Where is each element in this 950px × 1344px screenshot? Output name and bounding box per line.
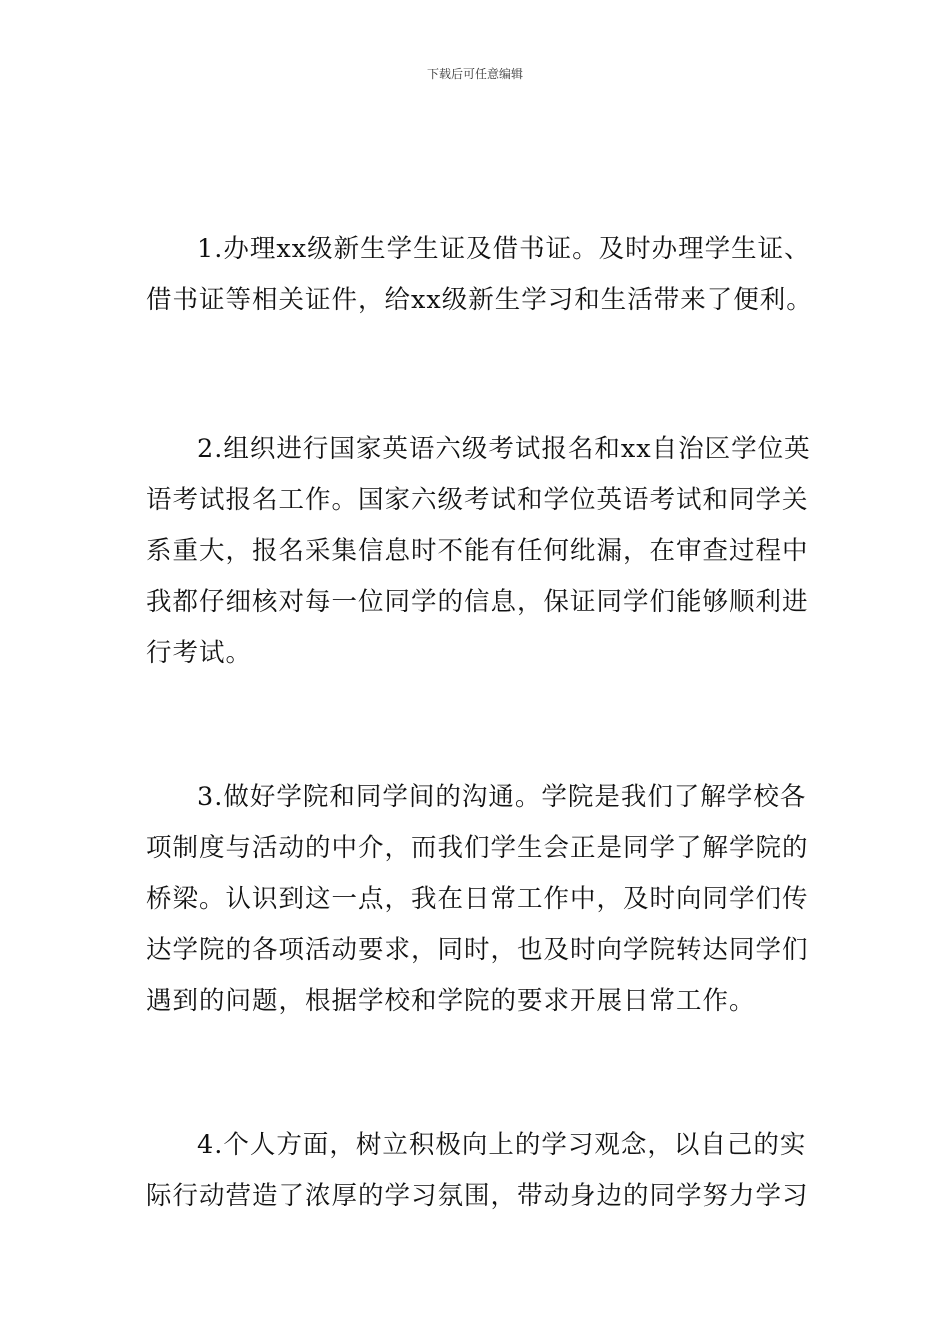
- paragraph-2: 2.组织进行国家英语六级考试报名和xx自治区学位英语考试报名工作。国家六级考试和学位英语考试和同学关系重大，报名采集信息时不能有任何纰漏，在审查过程中我都仔细核对每一位同学的信息，保证同学们能够顺利进行考试。: [146, 434, 811, 668]
- paragraph-1: 1.办理xx级新生学生证及借书证。及时办理学生证、借书证等相关证件，给xx级新生学习和生活带来了便利。: [146, 234, 813, 315]
- paragraph-4: 4.个人方面，树立积极向上的学习观念，以自己的实际行动营造了浓厚的学习氛围，带动身边的同学努力学习: [146, 1130, 809, 1211]
- paragraph-3: 3.做好学院和同学间的沟通。学院是我们了解学校各项制度与活动的中介，而我们学生会正是同学了解学院的桥梁。认识到这一点，我在日常工作中，及时向同学们传达学院的各项活动要求，同时，也及时向学院转达同学们遇到的问题，根据学校和学院的要求开展日常工作。: [146, 782, 809, 1016]
- page-header: 下载后可任意编辑: [426, 67, 523, 81]
